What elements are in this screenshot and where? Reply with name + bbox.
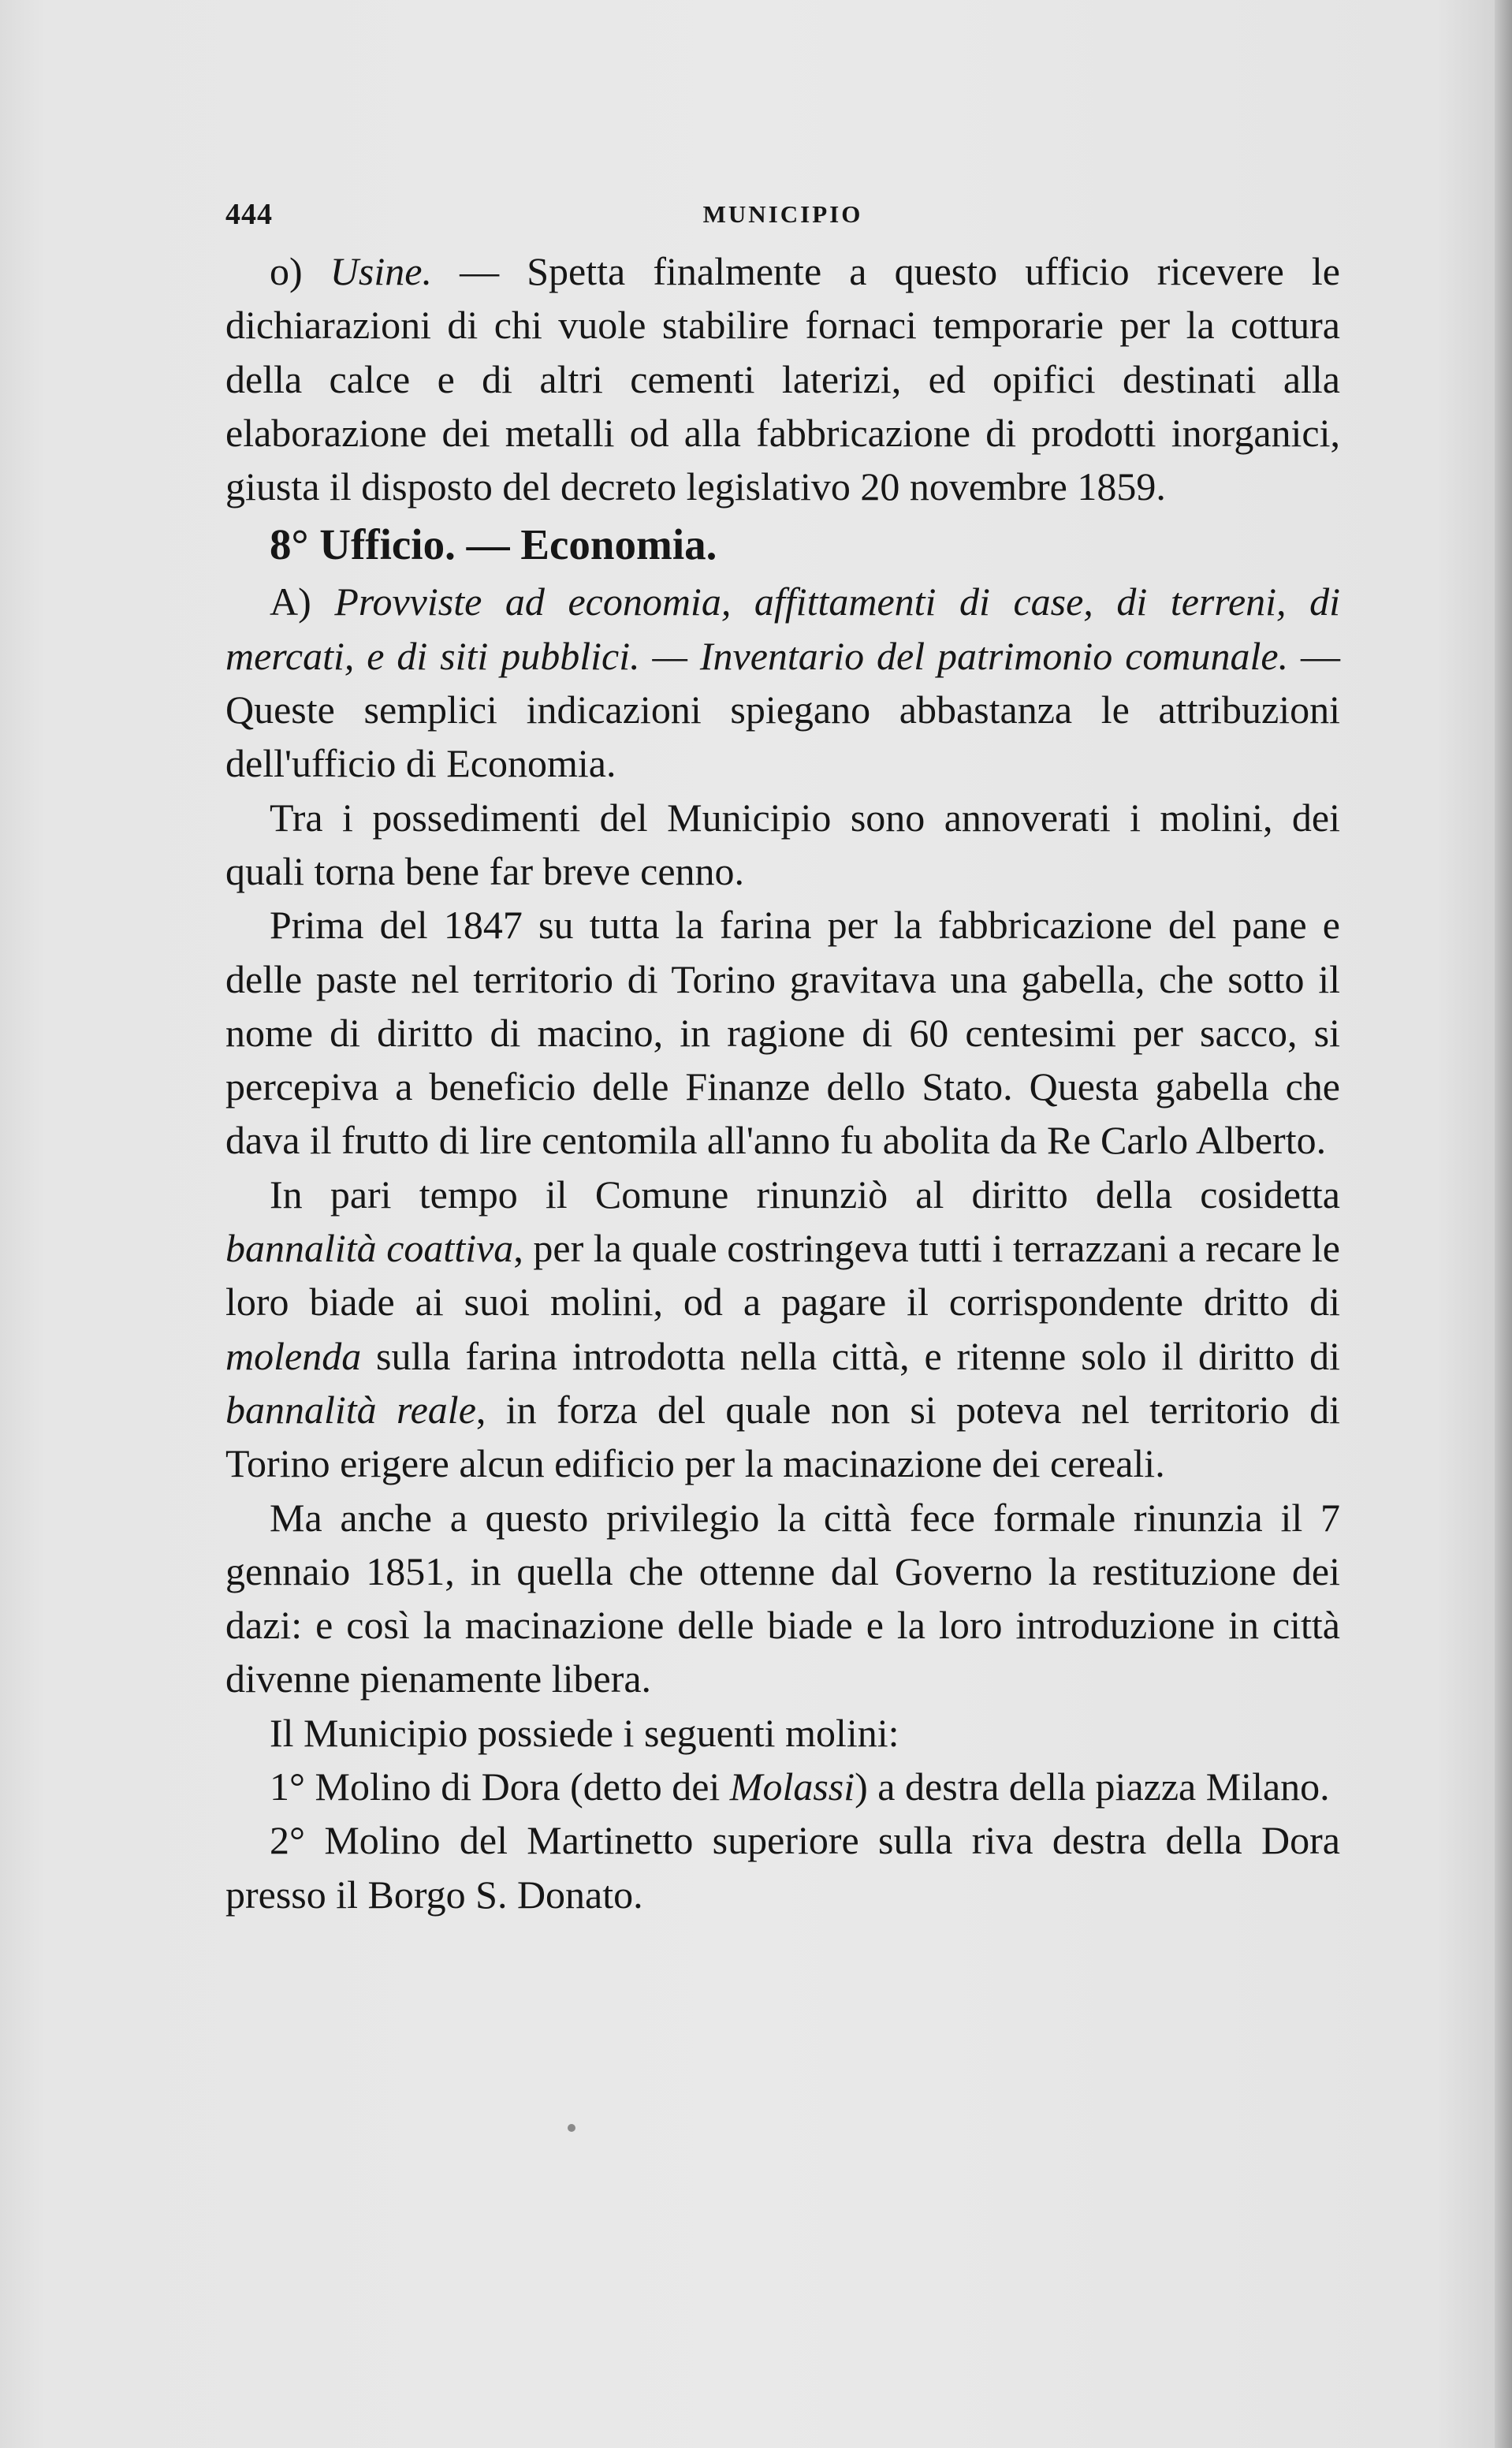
page-body (225, 244, 1340, 1921)
ink-speck (568, 2124, 575, 2132)
italic-term: bannalità coattiva (225, 1226, 514, 1271)
text-run: sulla farina introdotta nella città, e ritenne solo il diritto di (361, 1333, 1340, 1378)
text-run: In pari tempo il Comune rinunziò al diritto della cosidetta (270, 1172, 1340, 1217)
paragraph-bannalita (225, 1168, 1340, 1491)
paragraph-economia (225, 575, 1340, 790)
page-header (225, 197, 1340, 238)
text-run: , per la quale costringeva tutti i terrazzani a recare le loro biade ai suoi molini, od a pagare il corrispondente dritto di (225, 1226, 1341, 1325)
list-item-molino-dora (225, 1760, 1340, 1813)
page-number: 444 (225, 198, 273, 231)
item-heading-usine: Usine. (330, 249, 432, 293)
running-title: MUNICIPIO (702, 200, 863, 228)
text-run: 1° Molino di Dora (detto dei (270, 1764, 730, 1809)
section-heading: 8° Ufficio. — Economia. (270, 520, 717, 569)
paragraph-possedimenti: Tra i possedimenti del Municipio sono annoverati i molini, dei quali torna bene far breve cenno. (225, 795, 1340, 893)
paragraph-usine-text: — Spetta finalmente a questo ufficio ricevere le dichiarazioni di chi vuole stabilire fornaci temporarie per la cottura della calce e di altri cementi laterizi, ed opifici destinati alla elaborazione dei metalli od alla fabbricazione di prodotti inorganici, giusta il disposto del decreto legislativo 20 novembre 1859. (225, 249, 1340, 509)
item-label-a: A) (270, 579, 311, 624)
paragraph-economia-text: — Queste semplici indicazioni spiegano abbastanza le attribuzioni dell'ufficio di Economia. (225, 633, 1340, 786)
paragraph-molini-intro: Il Municipio possiede i seguenti molini: (270, 1710, 899, 1755)
italic-term: Molassi (729, 1764, 855, 1809)
paragraph-usine (225, 244, 1340, 513)
item-heading-provviste: Provviste ad economia, affittamenti di case, di terreni, di mercati, e di siti pubblici. — Inventario del patrimonio comunale. (225, 579, 1341, 678)
paragraph-gabella: Prima del 1847 su tutta la farina per la fabbricazione del pane e delle paste nel territorio di Torino gravitava una gabella, che sotto il nome di diritto di macino, in ragione di 60 centesimi per sacco, si percepiva a beneficio delle Finanze dello Stato. Questa gabella che dava il frutto di lire centomila all'anno fu abolita da Re Carlo Alberto. (225, 903, 1340, 1163)
page-edge-shadow (1495, 0, 1512, 2448)
text-run: ) a destra della piazza Milano. (855, 1764, 1330, 1809)
italic-term: bannalità reale (225, 1387, 476, 1432)
list-item-molino-martinetto: 2° Molino del Martinetto superiore sulla riva destra della Dora presso il Borgo S. Donato. (225, 1818, 1340, 1917)
paragraph-rinunzia: Ma anche a questo privilegio la città fece formale rinunzia il 7 gennaio 1851, in quella che ottenne dal Governo la restituzione dei dazi: e così la macinazione delle biade e la loro introduzione in città divenne pienamente libera. (225, 1495, 1340, 1701)
italic-term: molenda (225, 1333, 362, 1378)
text-run: , in forza del quale non si poteva nel territorio di Torino erigere alcun edificio per la macinazione dei cereali. (225, 1387, 1340, 1486)
item-label-o: o) (270, 249, 303, 293)
